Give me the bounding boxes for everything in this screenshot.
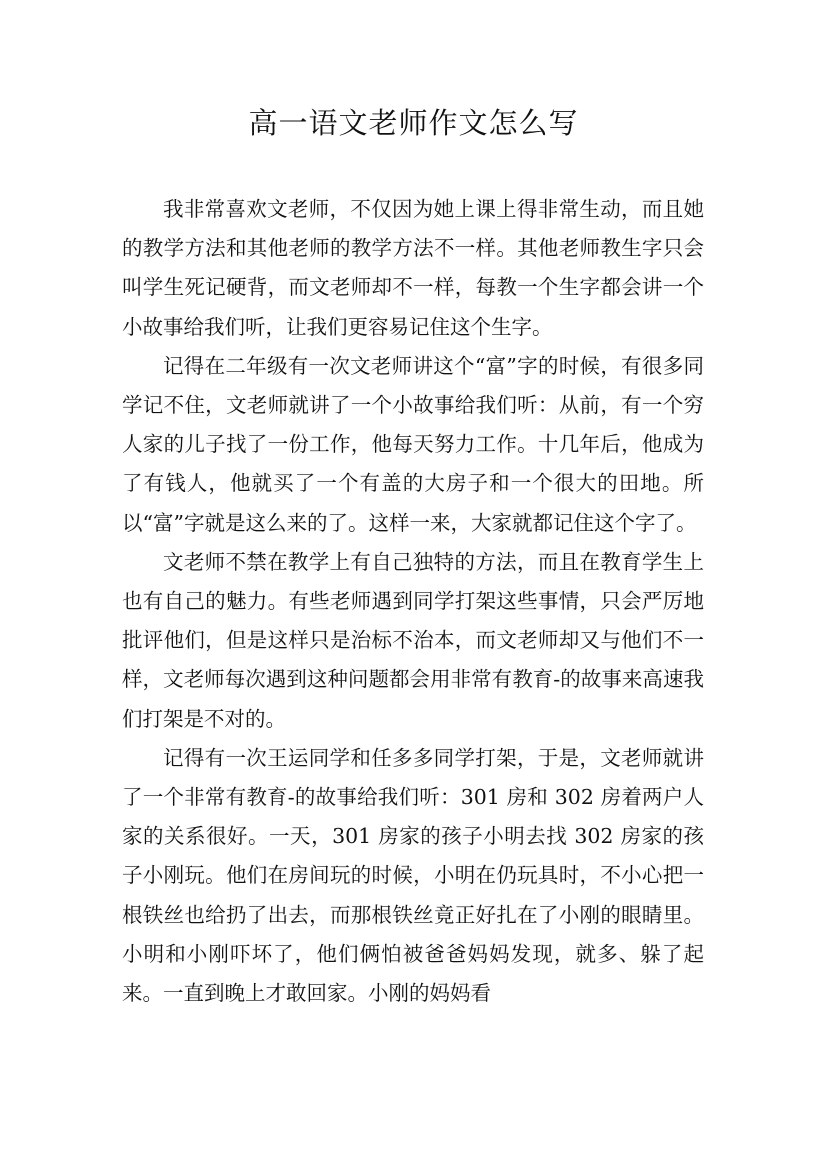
- document-body: [122, 190, 704, 1013]
- document-title: 高一语文老师作文怎么写: [248, 106, 579, 140]
- paragraph: 记得有一次王运同学和任多多同学打架，于是，文老师就讲了一个非常有教育-的故事给我们听：301 房和 302 房着两户人家的关系很好。一天，301 房家的孩子小明去找 302 房家的孩子小刚玩。他们在房间玩的时候，小明在仍玩具时，不小心把一根铁丝也给扔了出去，而那根铁丝竟正好扎在了小刚的眼睛里。小明和小刚吓坏了，他们俩怕被爸爸妈妈发现，就多、躲了起来。一直到晚上才敢回家。小刚的妈妈看: [122, 745, 704, 1006]
- paragraph: 我非常喜欢文老师，不仅因为她上课上得非常生动，而且她的教学方法和其他老师的教学方法不一样。其他老师教生字只会叫学生死记硬背，而文老师却不一样，每教一个生字都会讲一个小故事给我们听，让我们更容易记住这个生字。: [122, 197, 704, 339]
- paragraph: 记得在二年级有一次文老师讲这个“富”字的时候，有很多同学记不住，文老师就讲了一个小故事给我们听：从前，有一个穷人家的儿子找了一份工作，他每天努力工作。十几年后，他成为了有钱人，他就买了一个有盖的大房子和一个很大的田地。所以“富”字就是这么来的了。这样一来，大家就都记住这个字了。: [122, 353, 704, 535]
- paragraph: 文老师不禁在教学上有自己独特的方法，而且在教育学生上也有自己的魅力。有些老师遇到同学打架这些事情，只会严厉地批评他们，但是这样只是治标不治本，而文老师却又与他们不一样，文老师每次遇到这种问题都会用非常有教育-的故事来高速我们打架是不对的。: [122, 549, 704, 731]
